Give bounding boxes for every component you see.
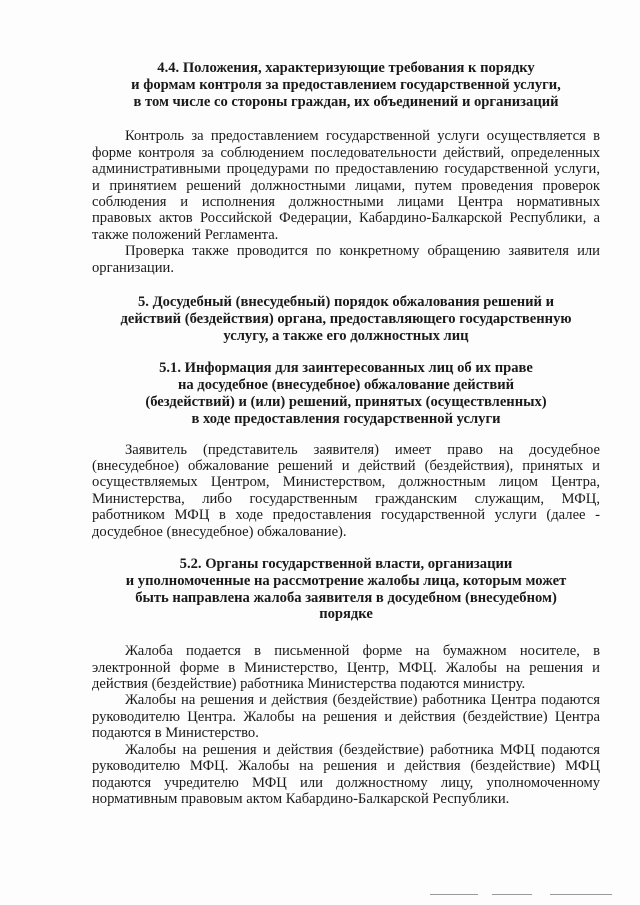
- section-5-1-heading: [92, 360, 600, 427]
- heading-line: и формам контроля за предоставлением государственной услуги,: [131, 76, 561, 93]
- heading-line: быть направлена жалоба заявителя в досудебном (внесудебном): [135, 589, 557, 606]
- heading-line: 5. Досудебный (внесудебный) порядок обжалования решений и: [138, 294, 554, 311]
- section-5-2-paragraph-1: Жалоба подается в письменной форме на бумажном носителе, в электронной форме в Министерство, Центр, МФЦ. Жалобы на решения и действия (бездействие) работника Министерства подаются министру.: [92, 643, 600, 693]
- scan-mark: [430, 894, 478, 895]
- heading-line: порядке: [319, 606, 373, 623]
- section-4-4-heading: [92, 60, 600, 110]
- scan-artifact-marks: [430, 892, 620, 898]
- heading-line: 4.4. Положения, характеризующие требования к порядку: [157, 60, 535, 76]
- scan-mark: [492, 894, 532, 895]
- document-body: [92, 60, 600, 807]
- section-5-heading: [92, 294, 600, 344]
- section-5-2-heading: [92, 556, 600, 623]
- scan-mark: [550, 894, 612, 895]
- section-5-1-paragraph-1: Заявитель (представитель заявителя) имеет право на досудебное (внесудебное) обжалование решений и действий (бездействия), принятых и осуществляемых Центром, Министерством, должностным лицом Центра, Министерства, либо государственным гражданским служащим, МФЦ, работником МФЦ в ходе предоставления государственной услуги (далее - досудебное (внесудебное) обжалование).: [92, 441, 600, 540]
- heading-line: на досудебное (внесудебное) обжалование действий: [177, 377, 515, 394]
- section-4-4-paragraph-1: Контроль за предоставлением государственной услуги осуществляется в форме контроля за соблюдением последовательности действий, определенных административными процедурами по предоставлению государственной услуги, и принятием решений должностными лицами, путем проведения проверок соблюдения и исполнения должностными лицами Центра нормативных правовых актов Российской Федерации, Кабардино-Балкарской Республики, а также положений Регламента.: [92, 128, 600, 243]
- heading-line: в ходе предоставления государственной услуги: [191, 410, 501, 427]
- section-5-2-paragraph-2: Жалобы на решения и действия (бездействие) работника Центра подаются руководителю Центра. Жалобы на решения и действия (бездействие) Центра подаются в Министерство.: [92, 692, 600, 742]
- heading-line: (бездействий) и (или) решений, принятых (осуществленных): [145, 394, 547, 411]
- heading-line: в том числе со стороны граждан, их объединений и организаций: [133, 93, 559, 110]
- section-4-4-paragraph-2: Проверка также проводится по конкретному обращению заявителя или организации.: [92, 243, 600, 276]
- heading-line: действий (бездействия) органа, предоставляющего государственную: [120, 310, 572, 327]
- section-5-2-paragraph-3: Жалобы на решения и действия (бездействие) работника МФЦ подаются руководителю МФЦ. Жалобы на решения и действия (бездействие) МФЦ подаются учредителю МФЦ или должностному лицу, уполномоченному нормативным правовым актом Кабардино-Балкарской Республики.: [92, 741, 600, 807]
- heading-line: 5.1. Информация для заинтересованных лиц об их праве: [159, 360, 533, 377]
- heading-line: и уполномоченные на рассмотрение жалобы лица, которым может: [125, 572, 567, 589]
- heading-line: услугу, а также его должностных лиц: [223, 327, 469, 344]
- heading-line: 5.2. Органы государственной власти, организации: [179, 556, 513, 573]
